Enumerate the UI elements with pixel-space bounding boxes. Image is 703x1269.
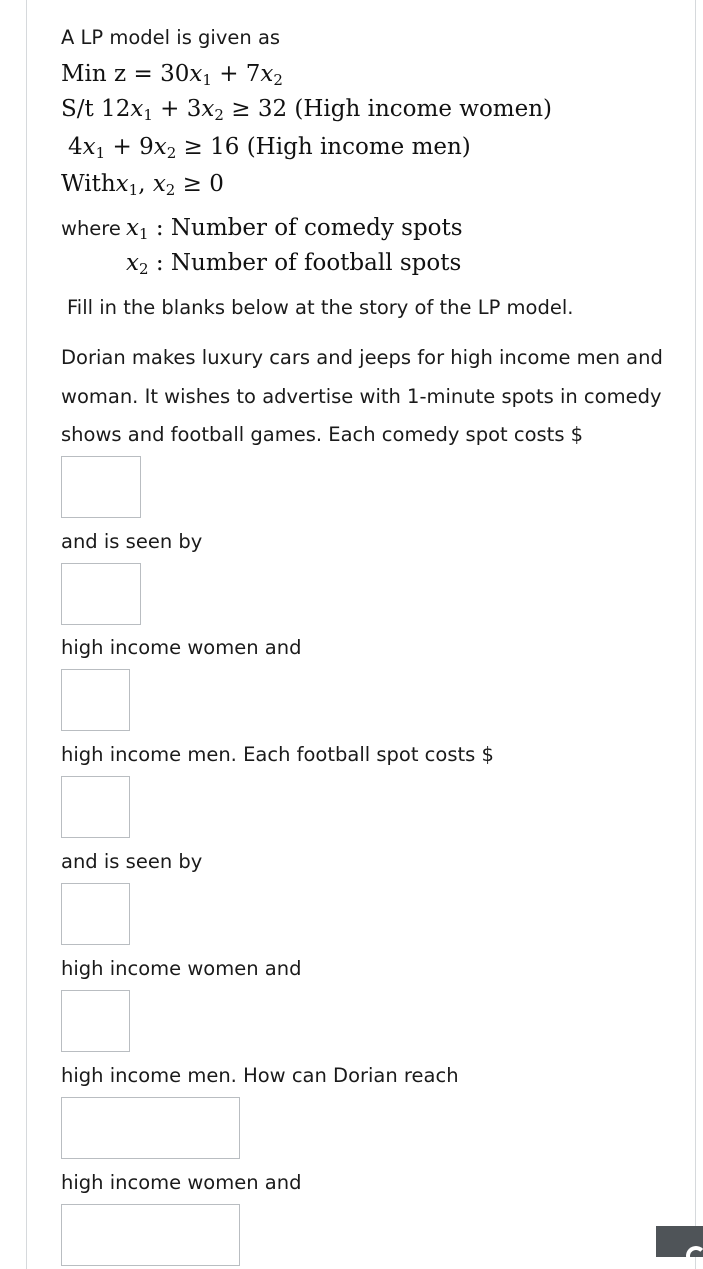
nonnegativity-constraint: Withx$_1$, $x_2 \ge 0$ bbox=[61, 171, 224, 199]
blank-football-women[interactable] bbox=[61, 883, 130, 945]
story-segment-2: high income women and bbox=[61, 636, 302, 659]
instruction-text: Fill in the blanks below at the story of the LP model. bbox=[67, 296, 574, 319]
refresh-icon bbox=[686, 1246, 703, 1266]
intro-text: A LP model is given as bbox=[61, 26, 281, 49]
story-segment-5: high income women and bbox=[61, 957, 302, 980]
definition-x1: $x_1$ : Number of comedy spots bbox=[126, 215, 463, 243]
blank-comedy-men[interactable] bbox=[61, 669, 130, 731]
constraint-men: $4x_1 + 9x_2 \ge 16$ (High income men) bbox=[68, 134, 471, 162]
blank-comedy-cost[interactable] bbox=[61, 456, 141, 518]
story-segment-4: and is seen by bbox=[61, 850, 203, 873]
story-line-3: shows and football games. Each comedy spot costs $ bbox=[61, 423, 584, 446]
story-segment-6: high income men. How can Dorian reach bbox=[61, 1064, 459, 1087]
where-label: where bbox=[61, 217, 121, 240]
blank-football-men[interactable] bbox=[61, 990, 130, 1052]
floating-action-button[interactable] bbox=[656, 1226, 703, 1257]
story-line-1: Dorian makes luxury cars and jeeps for high income men and bbox=[61, 346, 663, 369]
story-segment-7: high income women and bbox=[61, 1171, 302, 1194]
objective-function: Min $z = 30x_1 + 7x_2$ bbox=[61, 61, 283, 89]
story-line-2: woman. It wishes to advertise with 1-minute spots in comedy bbox=[61, 385, 662, 408]
blank-football-cost[interactable] bbox=[61, 776, 130, 838]
constraint-women: S/t $12x_1 + 3x_2 \ge 32$ (High income women) bbox=[61, 96, 552, 124]
story-segment-3: high income men. Each football spot costs $ bbox=[61, 743, 494, 766]
blank-comedy-women[interactable] bbox=[61, 563, 141, 625]
blank-target-women[interactable] bbox=[61, 1097, 240, 1159]
definition-x2: $x_2$ : Number of football spots bbox=[126, 250, 462, 278]
story-segment-1: and is seen by bbox=[61, 530, 203, 553]
